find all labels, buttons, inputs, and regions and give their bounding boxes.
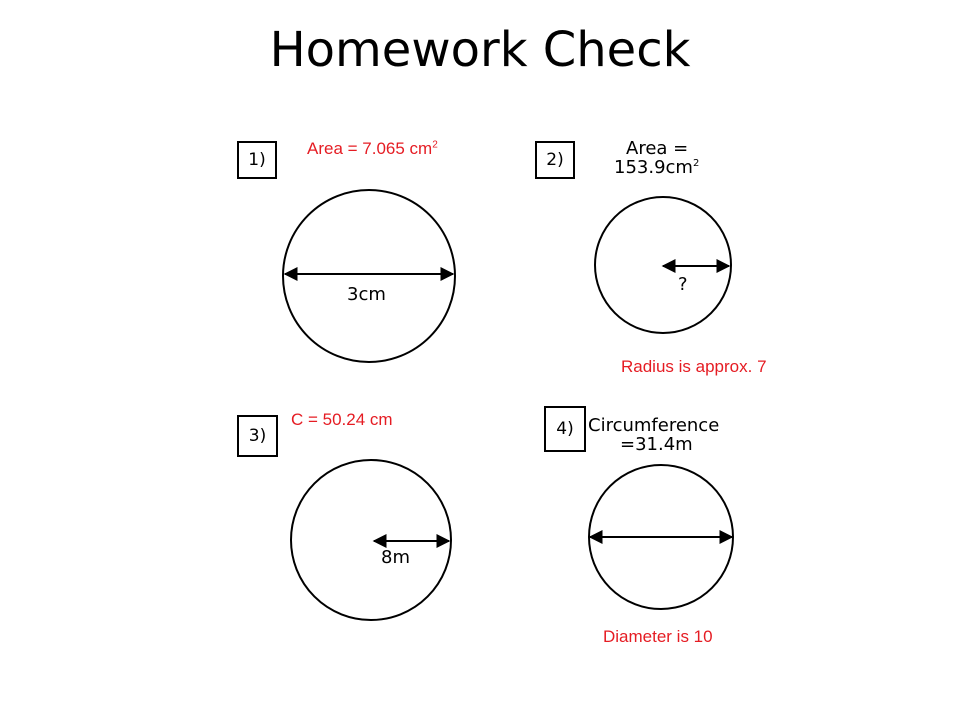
problem-3-number: 3) bbox=[248, 426, 267, 446]
problem-2-unknown-label: ? bbox=[678, 274, 688, 295]
problem-2-given-value: 153.9cm bbox=[614, 156, 693, 178]
problem-1-number: 1) bbox=[248, 150, 266, 170]
problem-3-radius-label: 8m bbox=[381, 547, 410, 568]
problem-2-given-exponent: 2 bbox=[692, 157, 700, 169]
slide-title: Homework Check bbox=[269, 22, 691, 78]
problem-4-given-line2: =31.4m bbox=[620, 433, 693, 455]
problem-4-given-line1: Circumference bbox=[588, 415, 720, 436]
problem-4-number: 4) bbox=[556, 419, 574, 439]
problem-1-answer-text: Area = 7.065 cm bbox=[307, 139, 433, 158]
problem-2-answer: Radius is approx. 7 bbox=[621, 357, 767, 376]
problem-1-diameter-label: 3cm bbox=[347, 284, 386, 305]
problem-1-answer-exponent: 2 bbox=[432, 139, 438, 151]
problem-2-number: 2) bbox=[546, 150, 564, 170]
problem-2-given-line1: Area = bbox=[626, 138, 689, 159]
problem-4-answer: Diameter is 10 bbox=[603, 627, 713, 646]
problem-3-answer: C = 50.24 cm bbox=[291, 410, 393, 429]
problem-1-circle bbox=[283, 190, 455, 362]
